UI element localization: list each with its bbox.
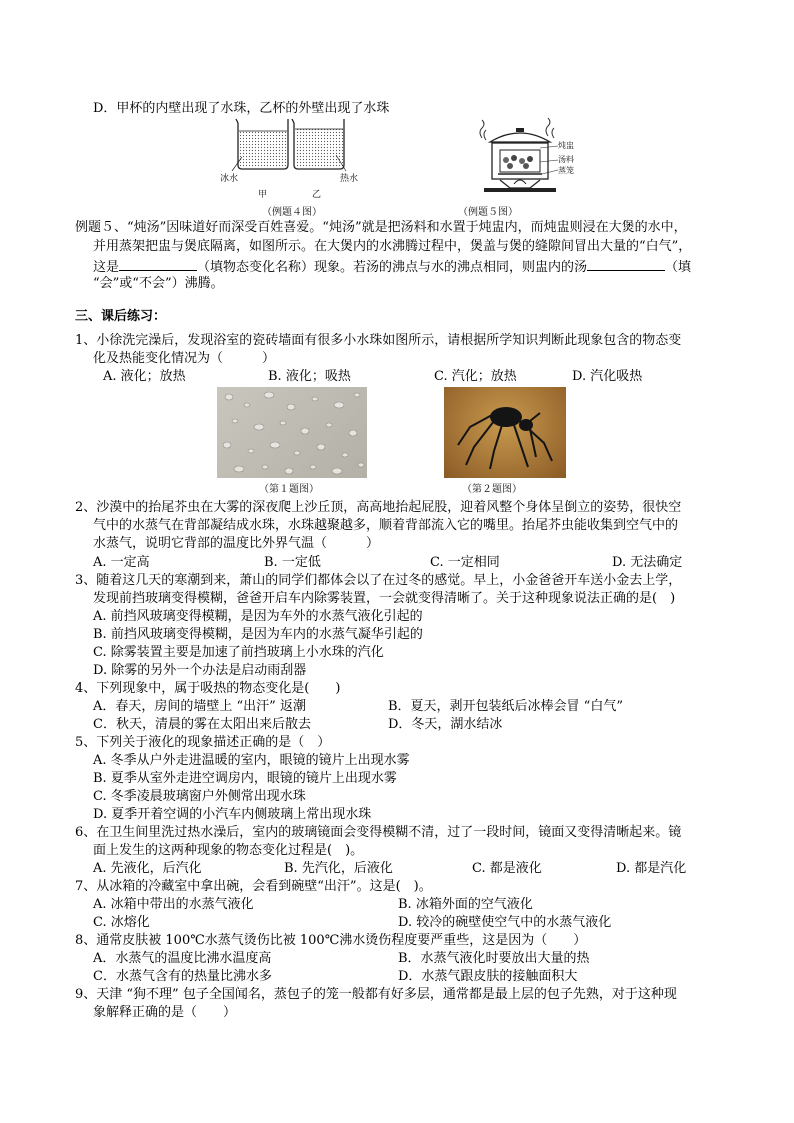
label-soup-material: 汤料 xyxy=(558,155,574,164)
label-jia: 甲 xyxy=(258,190,268,200)
q2-option-c: C. 一定相同 xyxy=(430,555,500,570)
q8-line-1: 8、通常皮肤被 100℃水蒸气烫伤比被 100℃沸水烫伤程度要严重些，这是因为（ ） xyxy=(75,933,587,948)
example5-line-3: 这是 （填物态变化名称）现象。若汤的沸点与水的沸点相同，则盅内的汤 （填 xyxy=(93,260,692,275)
label-ice-water: 冰水 xyxy=(220,174,239,184)
q1-line-2: 化及热能变化情况为（ ） xyxy=(93,351,276,366)
q6-option-a: A. 先液化，后汽化 xyxy=(93,861,202,876)
q8-option-b: B．水蒸气液化时要放出大量的热 xyxy=(398,951,590,966)
q3-line-2: 发现前挡玻璃变得模糊，爸爸开启车内除雾装置，一会就变得清晰了。关于这种现象说法正确的是( ) xyxy=(93,591,676,606)
q1-option-c: C. 汽化；放热 xyxy=(434,369,517,384)
q2-option-a: A. 一定高 xyxy=(93,555,150,570)
q5-option-d: D. 夏季开着空调的小汽车内侧玻璃上常出现水珠 xyxy=(93,807,372,822)
label-stew-cup: 炖盅 xyxy=(558,141,574,150)
q9-line-2: 象解释正确的是（ ） xyxy=(93,1005,237,1020)
beetle-photo xyxy=(444,387,566,478)
figure-4 xyxy=(218,113,380,213)
q2-line-1: 2、沙漠中的抬尾芥虫在大雾的深夜爬上沙丘顶，高高地抬起屁股，迎着风整个身体呈倒立的姿势，很快空 xyxy=(75,500,682,515)
beetle-illustration xyxy=(444,387,566,478)
q2-option-d: D. 无法确定 xyxy=(612,555,683,570)
q1-figure-caption: （第１题图） xyxy=(259,484,319,495)
q2-option-b: B. 一定低 xyxy=(264,555,321,570)
q4-option-a: A．春天，房间的墙壁上 “出汗” 返潮 xyxy=(93,699,306,714)
section-title: 三、课后练习： xyxy=(75,309,167,324)
q4-option-c: C．秋天，清晨的雾在太阳出来后散去 xyxy=(93,717,311,732)
q3-option-c: C. 除雾装置主要是加速了前挡玻璃上小水珠的汽化 xyxy=(93,645,384,660)
label-steamer: 蒸笼 xyxy=(558,166,574,175)
q3-option-d: D. 除雾的另外一个办法是启动雨刮器 xyxy=(93,663,307,678)
q8-option-d: D．水蒸气跟皮肤的接触面积大 xyxy=(398,969,578,984)
q2-line-2: 气中的水蒸气在背部凝结成水珠，水珠越聚越多，顺着背部流入它的嘴里。抬尾芥虫能收集到空气中的 xyxy=(93,518,679,533)
q2-line-3: 水蒸气，说明它背部的温度比外界气温（ ） xyxy=(93,536,380,551)
figure-4-caption: （例题４图） xyxy=(262,207,322,218)
example5-line-4: “会”或“不会”）沸腾。 xyxy=(93,276,224,291)
q9-line-1: 9、天津 “狗不理” 包子全国闻名，蒸包子的笼一般都有好多层，通常都是最上层的包子先熟，对于这种现 xyxy=(75,987,677,1002)
q7-option-c: C. 冰熔化 xyxy=(93,915,150,930)
q5-line-1: 5、下列关于液化的现象描述正确的是（ ） xyxy=(75,735,331,750)
q1-option-a: A. 液化；放热 xyxy=(103,369,186,384)
q1-line-1: 1、小徐洗完澡后，发现浴室的瓷砖墙面有很多小水珠如图所示，请根据所学知识判断此现象包含的物态变 xyxy=(75,333,682,348)
answer-blank-1[interactable] xyxy=(119,258,197,271)
q4-option-d: D．冬天，湖水结冰 xyxy=(388,717,503,732)
example5-line-1: 例题５、“炖汤”因味道好而深受百姓喜爱。“炖汤”就是把汤料和水置于炖盅内，而炖盅则浸在大煲的水中， xyxy=(75,220,687,235)
q8-option-a: A．水蒸气的温度比沸水温度高 xyxy=(93,951,272,966)
q7-option-d: D. 较冷的碗壁使空气中的水蒸气液化 xyxy=(398,915,612,930)
q8-option-c: C．水蒸气含有的热量比沸水多 xyxy=(93,969,272,984)
q6-option-b: B. 先汽化，后液化 xyxy=(284,861,393,876)
example5-line-2: 并用蒸架把盅与煲底隔离，如图所示。在大煲内的水沸腾过程中，煲盖与煲的缝隙间冒出大量的“白气”， xyxy=(93,239,692,254)
figure-5 xyxy=(470,118,580,198)
q6-option-c: C. 都是液化 xyxy=(472,861,542,876)
q7-line-1: 7、从冰箱的冷藏室中拿出碗，会看到碗壁“出汗”。这是( )。 xyxy=(75,879,432,894)
label-hot-water: 热水 xyxy=(340,174,359,184)
q4-option-b: B．夏天，剥开包装纸后冰棒会冒 “白气” xyxy=(388,699,623,714)
q7-option-a: A. 冰箱中带出的水蒸气液化 xyxy=(93,897,254,912)
q3-option-b: B. 前挡风玻璃变得模糊，是因为车内的水蒸气凝华引起的 xyxy=(93,627,423,642)
q5-option-b: B. 夏季从室外走进空调房内，眼镜的镜片上出现水雾 xyxy=(93,771,397,786)
q5-option-c: C. 冬季凌晨玻璃窗户外侧常出现水珠 xyxy=(93,789,306,804)
q6-option-d: D. 都是汽化 xyxy=(616,861,687,876)
beakers-illustration xyxy=(218,113,380,213)
figure-5-caption: （例题５图） xyxy=(458,207,518,218)
q5-option-a: A. 冬季从户外走进温暖的室内，眼镜的镜片上出现水雾 xyxy=(93,753,410,768)
answer-blank-2[interactable] xyxy=(587,258,665,271)
q1-option-b: B. 液化；吸热 xyxy=(268,369,351,384)
q7-option-b: B. 冰箱外面的空气液化 xyxy=(398,897,533,912)
q2-figure-caption: （第２题图） xyxy=(462,484,522,495)
droplets-texture xyxy=(217,387,367,478)
label-yi: 乙 xyxy=(312,190,322,200)
q6-line-1: 6、在卫生间里洗过热水澡后，室内的玻璃镜面会变得模糊不清，过了一段时间，镜面又变得清晰起来。镜 xyxy=(75,825,682,840)
q3-line-1: 3、随着这几天的寒潮到来，萧山的同学们都体会以了在过冬的感觉。早上，小金爸爸开车送小金去上学， xyxy=(75,573,682,588)
q6-line-2: 面上发生的这两种现象的物态变化过程是( )。 xyxy=(93,843,364,858)
droplets-photo xyxy=(217,387,367,478)
q4-line-1: 4、下列现象中，属于吸热的物态变化是( ) xyxy=(75,681,341,696)
q1-option-d: D. 汽化吸热 xyxy=(572,369,643,384)
q3-option-a: A. 前挡风玻璃变得模糊，是因为车外的水蒸气液化引起的 xyxy=(93,609,423,624)
option-d-text: D．甲杯的内壁出现了水珠，乙杯的外壁出现了水珠 xyxy=(93,101,390,116)
